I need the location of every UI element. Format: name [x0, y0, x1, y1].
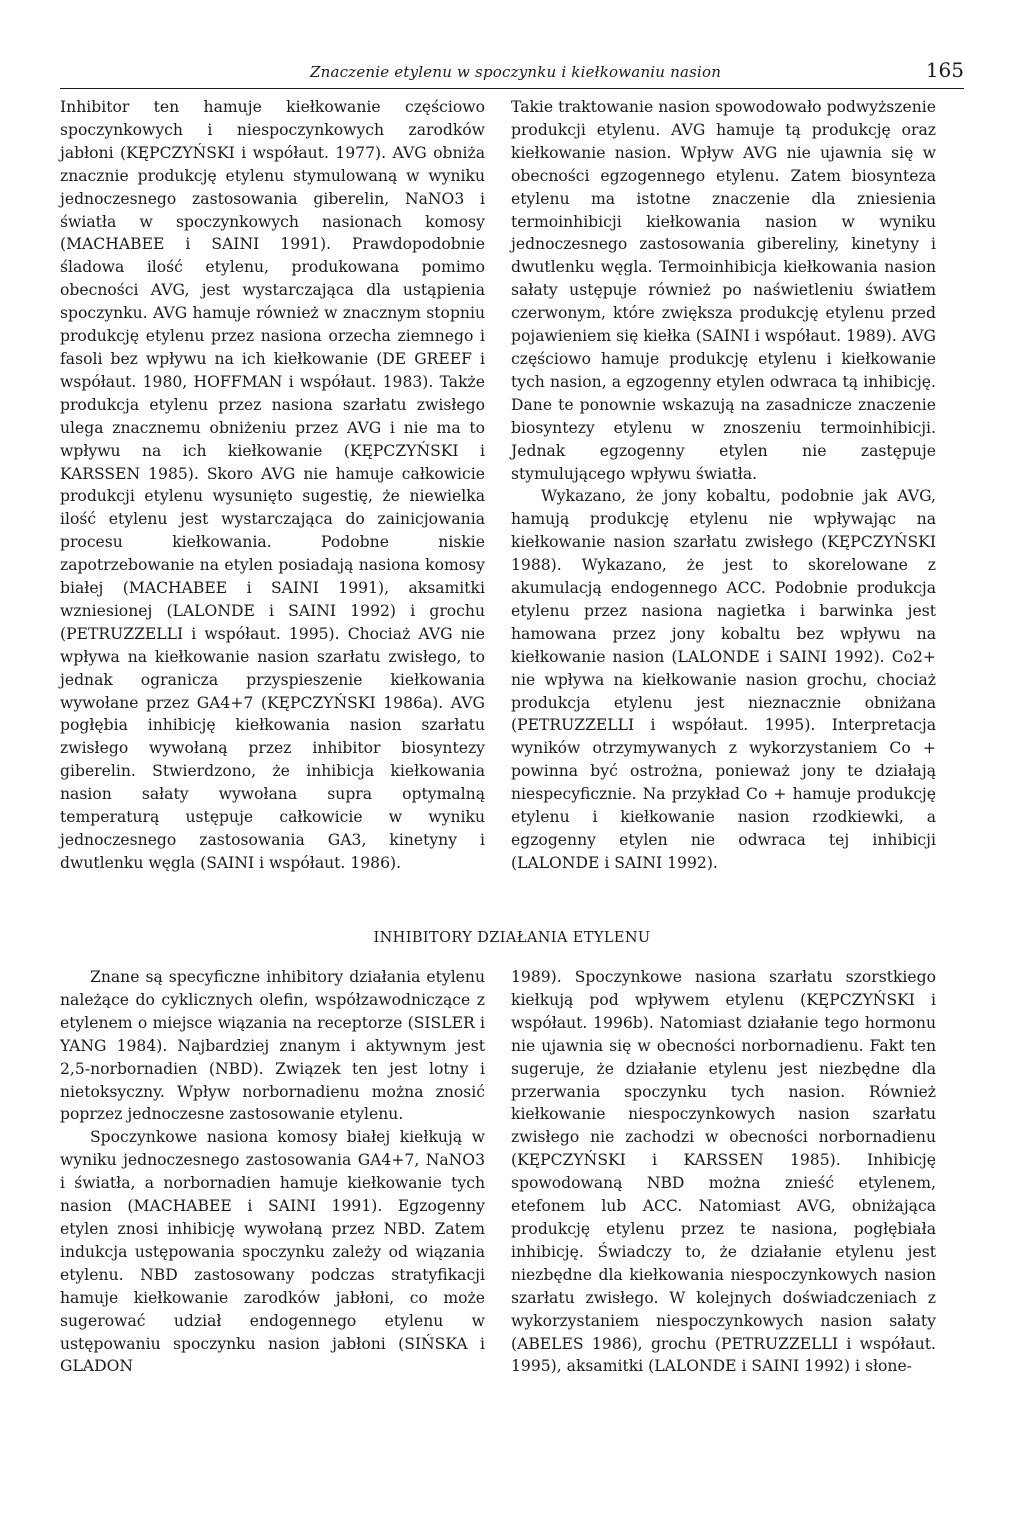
- top-left-column: [60, 96, 485, 875]
- top-right-column: [511, 96, 936, 875]
- section-heading: INHIBITORY DZIAŁANIA ETYLENU: [373, 930, 651, 946]
- body-paragraph: 1989). Spoczynkowe nasiona szarłatu szorstkiego kiełkują pod wpływem etylenu (KĘPCZYŃSKI i współaut. 1996b). Natomiast działanie tego hormonu nie ujawnia się w obecności norbornadienu. Fakt ten sugeruje, że działanie etylenu jest niezbędne dla przerwania spoczynku tych nasion. Również kiełkowanie niespoczynkowych nasion szarłatu zwisłego nie zachodzi w obecności norbornadienu (KĘPCZYŃSKI i KARSSEN 1985). Inhibicję spowodowaną NBD można znieść etylenem, etefonem lub ACC. Natomiast AVG, obniżająca produkcję etylenu przez te nasiona, pogłębiała inhibicję. Świadczy to, że działanie etylenu jest niezbędne dla kiełkowania niespoczynkowych nasion szarłatu zwisłego. W kolejnych doświadczeniach z wykorzystaniem niespoczynkowych nasion sałaty (ABELES 1986), grochu (PETRUZZELLI i współaut. 1995), aksamitki (LALONDE i SAINI 1992) i słone-: [511, 968, 936, 1376]
- body-paragraph: Znane są specyficzne inhibitory działania etylenu należące do cyklicznych olefin, współzawodniczące z etylenem o miejsce wiązania na receptorze (SISLER i YANG 1984). Najbardziej znanym i aktywnym jest 2,5-norbornadien (NBD). Związek ten jest lotny i nietoksyczny. Wpływ norbornadienu można znosić poprzez jednoczesne zastosowanie etylenu.: [60, 968, 485, 1124]
- body-paragraph: Wykazano, że jony kobaltu, podobnie jak AVG, hamują produkcję etylenu nie wpływając na kiełkowanie nasion szarłatu zwisłego (KĘPCZYŃSKI 1988). Wykazano, że jest to skorelowane z akumulacją endogennego ACC. Podobnie produkcja etylenu przez nasiona nagietka i barwinka jest hamowana przez jony kobaltu bez wpływu na kiełkowanie nasion (LALONDE i SAINI 1992). Co2+ nie wpływa na kiełkowanie nasion grochu, chociaż produkcja etylenu jest nieznacznie obniżana (PETRUZZELLI i współaut. 1995). Interpretacja wyników otrzymywanych z wykorzystaniem Co + powinna być ostrożna, ponieważ jony te działają niespecyficznie. Na przykład Co + hamuje produkcję etylenu i kiełkowanie nasion rzodkiewki, a egzogenny etylen nie odwraca tej inhibicji (LALONDE i SAINI 1992).: [511, 487, 936, 872]
- body-paragraph: Spoczynkowe nasiona komosy białej kiełkują w wyniku jednoczesnego zastosowania GA4+7, NaNO3 i światła, a norbornadien hamuje kiełkowanie tych nasion (MACHABEE i SAINI 1991). Egzogenny etylen znosi inhibicję wywołaną przez NBD. Zatem indukcja ustępowania spoczynku zależy od wiązania etylenu. NBD zastosowany podczas stratyfikacji hamuje kiełkowanie zarodków jabłoni, co może sugerować udział endogennego etylenu w ustępowaniu spoczynku nasion jabłoni (SIŃSKA i GLADON: [60, 1128, 485, 1376]
- bottom-left-column: [60, 966, 485, 1378]
- page-number: 165: [925, 58, 964, 82]
- bottom-right-column: [511, 966, 936, 1378]
- running-title: Znaczenie etylenu w spoczynku i kiełkowaniu nasion: [310, 63, 722, 81]
- body-paragraph: Takie traktowanie nasion spowodowało podwyższenie produkcji etylenu. AVG hamuje tą produkcję oraz kiełkowanie nasion. Wpływ AVG nie ujawnia się w obecności egzogennego etylenu. Zatem biosynteza etylenu ma istotne znaczenie dla zniesienia termoinhibicji kiełkowania nasion w wyniku jednoczesnego zastosowania gibereliny, kinetyny i dwutlenku węgla. Termoinhibicja kiełkowania nasion sałaty ustępuje również po naświetleniu światłem czerwonym, które zwiększa produkcję etylenu przed pojawieniem się kiełka (SAINI i współaut. 1989). AVG częściowo hamuje produkcję etylenu i kiełkowanie tych nasion, a egzogenny etylen odwraca tą inhibicję. Dane te ponownie wskazują na zasadnicze znaczenie biosyntezy etylenu w znoszeniu termoinhibicji. Jednak egzogenny etylen nie zastępuje stymulującego wpływu światła.: [511, 98, 936, 483]
- running-header: [60, 58, 964, 89]
- body-paragraph: Inhibitor ten hamuje kiełkowanie częściowo spoczynkowych i niespoczynkowych zarodków jabłoni (KĘPCZYŃSKI i współaut. 1977). AVG obniża znacznie produkcję etylenu stymulowaną w wyniku jednoczesnego zastosowania giberelin, NaNO3 i światła w spoczynkowych nasionach komosy (MACHABEE i SAINI 1991). Prawdopodobnie śladowa ilość etylenu, produkowana pomimo obecności AVG, jest wystarczająca dla ustąpienia spoczynku. AVG hamuje również w znacznym stopniu produkcję etylenu przez nasiona orzecha ziemnego i fasoli bez wpływu na ich kiełkowanie (DE GREEF i współaut. 1980, HOFFMAN i współaut. 1983). Także produkcja etylenu przez nasiona szarłatu zwisłego ulega znacznemu obniżeniu przez AVG i nie ma to wpływu na ich kiełkowanie (KĘPCZYŃSKI i KARSSEN 1985). Skoro AVG nie hamuje całkowicie produkcji etylenu wysunięto sugestię, że niewielka ilość etylenu jest wystarczająca do zainicjowania procesu kiełkowania. Podobne niskie zapotrzebowanie na etylen posiadają nasiona komosy białej (MACHABEE i SAINI 1991), aksamitki wzniesionej (LALONDE i SAINI 1992) i grochu (PETRUZZELLI i współaut. 1995). Chociaż AVG nie wpływa na kiełkowanie nasion szarłatu zwisłego, to jednak ogranicza przyspieszenie kiełkowania wywołane przez GA4+7 (KĘPCZYŃSKI 1986a). AVG pogłębia inhibicję kiełkowania nasion szarłatu zwisłego wywołaną przez inhibitor biosyntezy giberelin. Stwierdzono, że inhibicja kiełkowania nasion sałaty wywołana supra optymalną temperaturą ustępuje całkowicie w wyniku jednoczesnego zastosowania GA3, kinetyny i dwutlenku węgla (SAINI i współaut. 1986).: [60, 98, 485, 872]
